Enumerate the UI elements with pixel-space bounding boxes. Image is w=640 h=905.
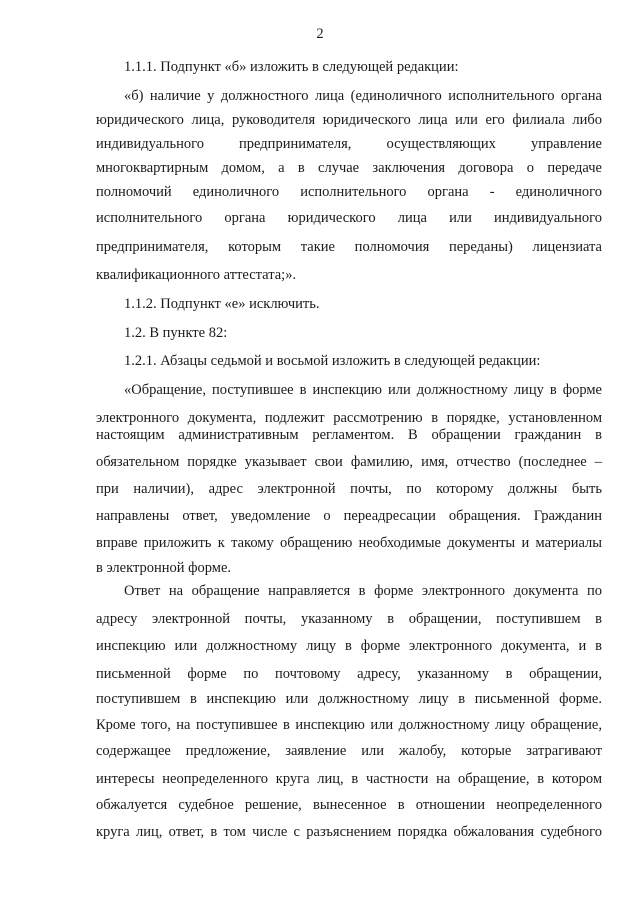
paragraph-line: 1.1.1. Подпункт «б» изложить в следующей редакции: <box>124 59 459 75</box>
paragraph-line: Ответ на обращение направляется в форме электронного документа по <box>124 583 602 599</box>
paragraph-line: 1.2. В пункте 82: <box>124 325 228 341</box>
paragraph-line: обжалуется судебное решение, вынесенное в отношении неопределенного <box>96 797 602 813</box>
paragraph-line: 1.1.2. Подпункт «е» исключить. <box>124 296 320 312</box>
paragraph-line: обязательном порядке указывает свои фамилию, имя, отчество (последнее – <box>96 454 602 470</box>
paragraph-line: «Обращение, поступившее в инспекцию или должностному лицу в форме <box>124 382 602 398</box>
paragraph-line: инспекцию или должностному лицу в форме электронного документа, и в <box>96 638 602 654</box>
paragraph-line: адресу электронной почты, указанному в обращении, поступившем в <box>96 611 602 627</box>
paragraph-line: настоящим административным регламентом. В обращении гражданин в <box>96 427 602 443</box>
paragraph-line: при наличии), адрес электронной почты, по которому должны быть <box>96 481 602 497</box>
paragraph-line: полномочий единоличного исполнительного органа - единоличного <box>96 184 602 200</box>
paragraph-line: круга лиц, ответ, в том числе с разъяснением порядка обжалования судебного <box>96 824 602 840</box>
paragraph-line: направлены ответ, уведомление о переадресации обращения. Гражданин <box>96 508 602 524</box>
paragraph-line: в электронной форме. <box>96 560 232 576</box>
paragraph-line: многоквартирным домом, а в случае заключения договора о передаче <box>96 160 602 176</box>
page-number: 2 <box>316 26 324 42</box>
paragraph-line: Кроме того, на поступившее в инспекцию или должностному лицу обращение, <box>96 717 602 733</box>
paragraph-line: юридического лица, руководителя юридического лица или его филиала либо <box>96 112 602 128</box>
paragraph-line: интересы неопределенного круга лиц, в частности на обращение, в котором <box>96 771 602 787</box>
paragraph-line: вправе приложить к такому обращению необходимые документы и материалы <box>96 535 602 551</box>
paragraph-line: 1.2.1. Абзацы седьмой и восьмой изложить в следующей редакции: <box>124 353 541 369</box>
paragraph-line: предпринимателя, которым такие полномочия переданы) лицензиата <box>96 239 602 255</box>
paragraph-line: квалификационного аттестата;». <box>96 267 297 283</box>
paragraph-line: поступившем в инспекцию или должностному лицу в письменной форме. <box>96 691 602 707</box>
paragraph-line: письменной форме по почтовому адресу, указанному в обращении, <box>96 666 602 682</box>
paragraph-line: электронного документа, подлежит рассмотрению в порядке, установленном <box>96 410 602 426</box>
paragraph-line: содержащее предложение, заявление или жалобу, которые затрагивают <box>96 743 602 759</box>
paragraph-line: исполнительного органа юридического лица или индивидуального <box>96 210 602 226</box>
paragraph-line: индивидуального предпринимателя, осуществляющих управление <box>96 136 602 152</box>
paragraph-line: «б) наличие у должностного лица (единоличного исполнительного органа <box>124 88 602 104</box>
